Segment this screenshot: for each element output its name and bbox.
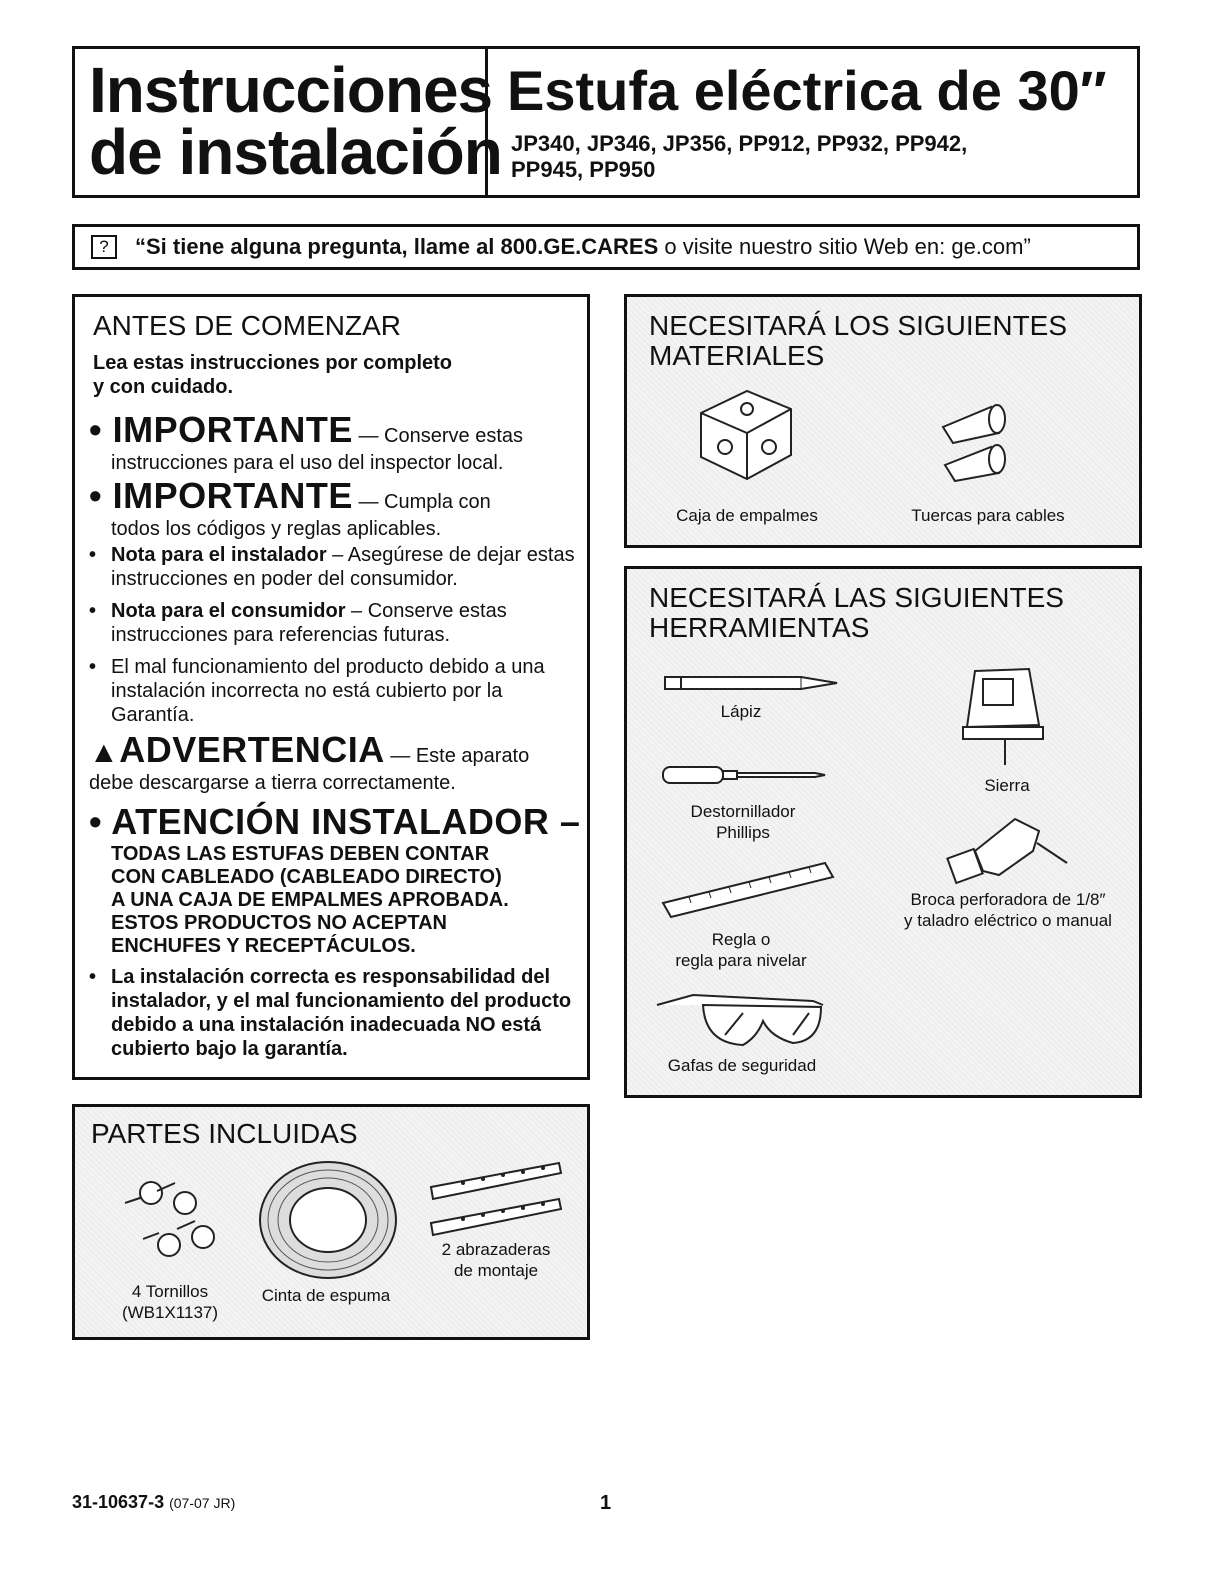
atencion-heading: ATENCIÓN INSTALADOR – bbox=[111, 801, 581, 842]
model-list bbox=[511, 131, 1071, 183]
importante-2-line2: todos los códigos y reglas aplicables. bbox=[111, 518, 442, 540]
advertencia-text: — Este aparato bbox=[384, 745, 530, 767]
nota-instalador-label: Nota para el instalador bbox=[111, 544, 327, 566]
antes-title: ANTES DE COMENZAR bbox=[93, 310, 402, 341]
brackets-illustration bbox=[423, 1157, 567, 1237]
importante-2: • IMPORTANTE — Cumpla con todos los códigos y reglas aplicables. bbox=[89, 475, 579, 541]
saw-icon bbox=[957, 665, 1047, 769]
contact-question: “Si tiene alguna pregunta, llame al 800.GE.CARES bbox=[135, 234, 659, 259]
screwdriver-caption-line1: Destornillador bbox=[690, 802, 796, 821]
pencil-caption: Lápiz bbox=[720, 702, 762, 721]
nota-consumidor-text: – Conserve estas instrucciones para referencias futuras. bbox=[111, 600, 507, 646]
ruler-icon bbox=[659, 859, 839, 923]
atencion-line-5: ENCHUFES Y RECEPTÁCULOS. bbox=[111, 935, 416, 957]
contact-website: o visite nuestro sitio Web en: ge.com” bbox=[658, 234, 1031, 259]
atencion-line-3: A UNA CAJA DE EMPALMES APROBADA. bbox=[111, 889, 509, 911]
ruler-caption bbox=[661, 929, 821, 971]
title-line-2: de instalación bbox=[89, 116, 502, 188]
brackets-caption bbox=[421, 1239, 571, 1281]
title-line-1: Instrucciones bbox=[89, 54, 493, 126]
importante-1-heading: IMPORTANTE bbox=[112, 409, 353, 450]
pencil-icon bbox=[661, 673, 841, 693]
contact-text bbox=[135, 234, 1031, 260]
document-date: (07-07 JR) bbox=[169, 1495, 236, 1511]
drill-caption-line2: y taladro eléctrico o manual bbox=[904, 911, 1112, 930]
partes-panel bbox=[72, 1104, 590, 1340]
drill-caption bbox=[883, 889, 1133, 931]
models-line-2: PP945, PP950 bbox=[511, 157, 656, 182]
document-title bbox=[89, 54, 502, 188]
nota-garantia-text: El mal funcionamiento del producto debido a una instalación incorrecta no está cubierto por la Garantía. bbox=[111, 656, 545, 726]
tape-caption: Cinta de espuma bbox=[261, 1286, 391, 1305]
screwdriver-caption-line2: Phillips bbox=[716, 823, 770, 842]
responsabilidad: • La instalación correcta es responsabilidad del instalador, y el mal funcionamiento del producto debido a una instalación inadecuada NO está cubierto bajo la garantía. bbox=[89, 966, 572, 1060]
materiales-title-line1: NECESITARÁ LOS SIGUIENTES bbox=[649, 310, 1068, 341]
brackets-caption-line2: de montaje bbox=[453, 1261, 539, 1280]
importante-1: • IMPORTANTE — Conserve estas instrucciones para el uso del inspector local. bbox=[89, 409, 579, 475]
antes-panel bbox=[72, 294, 590, 1080]
screw-icon bbox=[177, 1221, 214, 1248]
atencion-line-4: ESTOS PRODUCTOS NO ACEPTAN bbox=[111, 912, 447, 934]
junction-box-caption: Caja de empalmes bbox=[676, 506, 818, 525]
intro-line-2: y con cuidado. bbox=[93, 376, 234, 398]
screws-caption-line1: 4 Tornillos bbox=[131, 1282, 209, 1301]
screws-caption bbox=[95, 1281, 245, 1323]
drill-caption-line1: Broca perforadora de 1/8″ bbox=[910, 890, 1106, 909]
nota-garantia: • El mal funcionamiento del producto debido a una instalación incorrecta no está cubierto por la Garantía. bbox=[89, 656, 545, 726]
atencion-line-1: TODAS LAS ESTUFAS DEBEN CONTAR bbox=[111, 843, 490, 865]
responsabilidad-text: La instalación correcta es responsabilidad del instalador, y el mal funcionamiento del producto debido a una instalación inadecuada NO está cubierto bajo la garantía. bbox=[111, 966, 572, 1060]
herramientas-title-line2: HERRAMIENTAS bbox=[649, 612, 870, 643]
nota-instalador-text: – Asegúrese de dejar estas instrucciones en poder del consumidor. bbox=[111, 544, 575, 590]
models-line-1: JP340, JP346, JP356, PP912, PP932, PP942, bbox=[511, 131, 968, 156]
wire-nuts-icon bbox=[933, 393, 1025, 483]
safety-glasses-icon bbox=[653, 991, 829, 1051]
saw-caption: Sierra bbox=[984, 776, 1030, 795]
screwdriver-icon bbox=[659, 763, 829, 787]
herramientas-title bbox=[649, 583, 1064, 643]
screws-illustration bbox=[115, 1173, 225, 1271]
foam-tape-illustration bbox=[255, 1157, 401, 1283]
warning-triangle-icon: ▲ bbox=[89, 736, 120, 769]
document-code: 31-10637-3 bbox=[72, 1492, 165, 1512]
screw-icon bbox=[125, 1182, 162, 1204]
screws-caption-line2: (WB1X1137) bbox=[121, 1303, 219, 1322]
atencion-instalador: • ATENCIÓN INSTALADOR – TODAS LAS ESTUFAS DEBEN CONTAR CON CABLEADO (CABLEADO DIRECTO) A UNA CAJA DE EMPALMES APROBADA. ESTOS PRODUCTOS NO ACEPTAN ENCHUFES Y RECEPTÁCULOS. bbox=[89, 801, 585, 958]
contact-bar bbox=[72, 224, 1140, 270]
screwdriver-caption bbox=[663, 801, 823, 843]
document-number bbox=[72, 1492, 235, 1513]
junction-box-icon bbox=[691, 385, 801, 485]
safety-glasses-caption: Gafas de seguridad bbox=[667, 1056, 817, 1075]
advertencia bbox=[89, 729, 579, 795]
brackets-caption-line1: 2 abrazaderas bbox=[441, 1240, 551, 1259]
materiales-panel bbox=[624, 294, 1142, 548]
atencion-line-2: CON CABLEADO (CABLEADO DIRECTO) bbox=[111, 866, 502, 888]
screw-icon bbox=[143, 1233, 180, 1256]
page-number: 1 bbox=[600, 1492, 612, 1514]
advertencia-heading: ADVERTENCIA bbox=[119, 729, 385, 770]
materiales-title-line2: MATERIALES bbox=[649, 340, 825, 371]
nota-instalador: • Nota para el instalador – Asegúrese de dejar estas instrucciones en poder del consumidor. bbox=[89, 544, 575, 590]
question-icon: ? bbox=[91, 235, 117, 259]
atencion-body bbox=[89, 843, 585, 958]
intro-line-1: Lea estas instrucciones por completo bbox=[93, 352, 452, 374]
antes-intro bbox=[93, 351, 452, 399]
herramientas-panel bbox=[624, 566, 1142, 1098]
herramientas-title-line1: NECESITARÁ LAS SIGUIENTES bbox=[649, 582, 1064, 613]
nota-consumidor-label: Nota para el consumidor bbox=[111, 600, 346, 622]
wire-nuts-caption: Tuercas para cables bbox=[911, 506, 1065, 525]
advertencia-line2: debe descargarse a tierra correctamente. bbox=[89, 772, 456, 794]
partes-title: PARTES INCLUIDAS bbox=[91, 1118, 358, 1149]
nota-consumidor: • Nota para el consumidor – Conserve estas instrucciones para referencias futuras. bbox=[89, 600, 507, 646]
screw-icon bbox=[157, 1183, 196, 1214]
importante-2-text: — Cumpla con bbox=[352, 491, 491, 513]
product-name: Estufa eléctrica de 30″ bbox=[507, 59, 1107, 122]
importante-1-line2: instrucciones para el uso del inspector local. bbox=[111, 452, 504, 474]
drill-icon bbox=[943, 811, 1073, 887]
importante-2-heading: IMPORTANTE bbox=[112, 475, 353, 516]
ruler-caption-line1: Regla o bbox=[711, 930, 771, 949]
materiales-title bbox=[649, 311, 1067, 371]
header bbox=[72, 46, 1140, 198]
importante-1-text: — Conserve estas bbox=[352, 425, 524, 447]
ruler-caption-line2: regla para nivelar bbox=[675, 951, 807, 970]
